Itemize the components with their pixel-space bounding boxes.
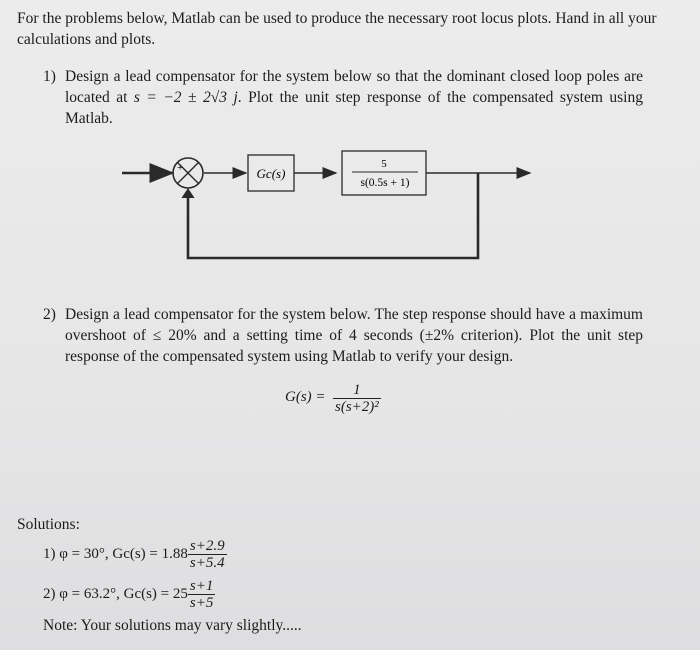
plant-numerator: 5 [381,158,387,170]
solution-1-denominator: s+5.4 [189,555,225,571]
summing-plus-sign: + [177,162,184,174]
solution-1-numerator: s+2.9 [189,538,225,554]
compensator-label: Gc(s) [256,166,286,181]
gs-fraction [333,382,381,415]
gs-lhs: G(s) = [285,389,326,405]
problem-2-number: 2) [43,306,56,323]
solution-1 [43,538,227,571]
problem-1-text-before: Design a lead compensator for the system below so that the dominant closed loop poles are located at [65,68,643,106]
plant-transfer-function [285,382,415,432]
feedback-path [188,173,478,258]
solutions-title: Solutions: [17,516,80,533]
problem-1-poles: s = −2 ± 2√3 j [133,89,238,106]
solution-2 [43,578,215,611]
problem-1-number: 1) [43,68,56,85]
gs-numerator: 1 [333,382,381,399]
solution-2-denominator: s+5 [189,595,214,611]
solution-1-fraction [188,538,227,571]
solution-2-numerator: s+1 [189,578,214,594]
plant-denominator: s(0.5s + 1) [360,177,410,189]
problem-2-text: Design a lead compensator for the system below. The step response should have a maximum overshoot of ≤ 20% and a setting time of 4 seconds (±2% criterion). Plot the unit step response of the compensated system using Matlab to verify your design. [65,306,643,365]
solution-2-fraction [188,578,215,611]
problem-1-text-after: . Plot the unit step response of the compensated system using Matlab. [65,89,643,127]
gs-denominator: s(s+2)² [335,399,379,415]
problem-2 [43,304,643,367]
feedback-arrowhead [182,189,194,198]
block-diagram [120,143,540,268]
problem-1 [43,66,643,129]
intro-text: For the problems below, Matlab can be used to produce the necessary root locus plots. Hand in all your calculations and plots. [17,10,657,48]
solutions-note: Note: Your solutions may vary slightly..... [43,617,302,634]
solution-1-prefix: 1) φ = 30°, Gc(s) = 1.88 [43,546,188,562]
solution-2-prefix: 2) φ = 63.2°, Gc(s) = 25 [43,586,188,602]
